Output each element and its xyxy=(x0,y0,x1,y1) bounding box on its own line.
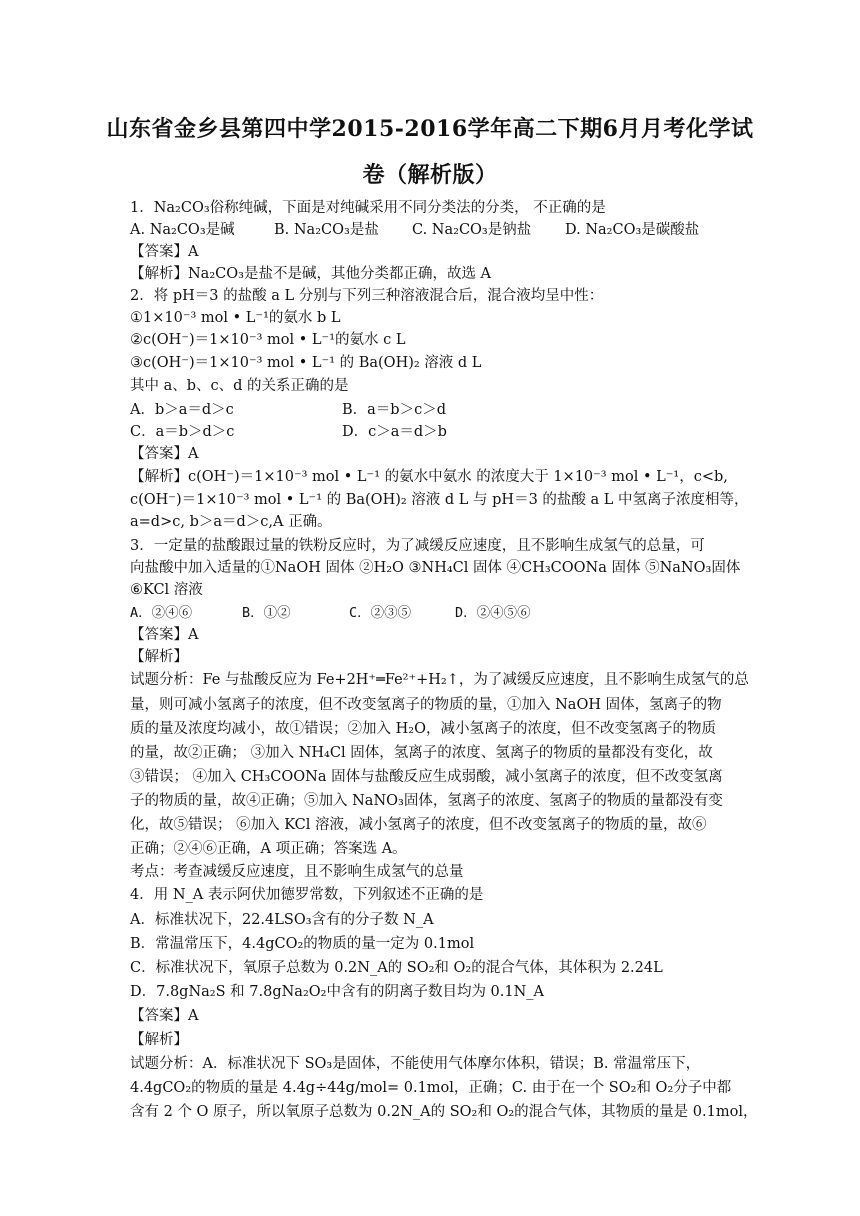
q4-analysis-label: 【解析】 xyxy=(130,1032,188,1048)
q1-answer: 【答案】A xyxy=(130,244,199,260)
q2-answer: 【答案】A xyxy=(130,446,199,462)
q4-analysis-line: 含有 2 个 O 原子，所以氧原子总数为 0.2N_A的 SO₂和 O₂的混合气体，其物质的量是 0.1mol， xyxy=(130,1104,758,1120)
q3-analysis-line: 的量，故②正确； ③加入 NH₄Cl 固体，氢离子的浓度、氢离子的物质的量都没有变化，故 xyxy=(130,745,713,761)
q2-analysis-line-2: c(OH⁻)＝1×10⁻³ mol • L⁻¹ 的 Ba(OH)₂ 溶液 d L 与 pH＝3 的盐酸 a L 中氢离子浓度相等， xyxy=(130,492,749,508)
q1-option-d: D. Na₂CO₃是碳酸盐 xyxy=(565,222,700,238)
q3-stem-line-3: ⑥KCl 溶液 xyxy=(130,582,203,598)
q2-item-1: ①1×10⁻³ mol • L⁻¹的氨水 b L xyxy=(130,310,341,326)
q3-stem-line-1: 3．一定量的盐酸跟过量的铁粉反应时，为了减缓反应速度，且不影响生成氢气的总量，可 xyxy=(130,538,705,554)
q3-analysis-line: 化，故⑤错误； ⑥加入 KCl 溶液，减小氢离子的浓度，但不改变氢离子的物质的量，故⑥ xyxy=(130,817,707,833)
q3-option-b: B．①② xyxy=(242,605,291,621)
q2-option-a: A．b＞a＝d＞c xyxy=(130,402,234,418)
q2-option-d: D．c＞a＝d＞b xyxy=(342,424,447,440)
q1-stem: 1．Na₂CO₃俗称纯碱，下面是对纯碱采用不同分类法的分类， 不正确的是 xyxy=(130,200,606,216)
q4-option-b: B．常温常压下，4.4gCO₂的物质的量一定为 0.1mol xyxy=(130,936,475,952)
q4-option-c: C．标准状况下，氧原子总数为 0.2N_A的 SO₂和 O₂的混合气体，其体积为 2.24L xyxy=(130,960,663,976)
q4-stem: 4．用 N_A 表示阿伏加德罗常数，下列叙述不正确的是 xyxy=(130,887,484,903)
q4-option-d: D．7.8gNa₂S 和 7.8gNa₂O₂中含有的阴离子数目均为 0.1N_A xyxy=(130,984,545,1000)
q2-question: 其中 a、b、c、d 的关系正确的是 xyxy=(130,378,349,394)
q2-option-c: C．a＝b＞d＞c xyxy=(130,424,235,440)
q4-option-a: A．标准状况下，22.4LSO₃含有的分子数 N_A xyxy=(130,912,434,928)
q3-option-d: D．②④⑤⑥ xyxy=(455,605,531,621)
q1-option-c: C. Na₂CO₃是钠盐 xyxy=(412,222,532,238)
q2-item-2: ②c(OH⁻)＝1×10⁻³ mol • L⁻¹的氨水 c L xyxy=(130,332,406,348)
q3-option-c: C．②③⑤ xyxy=(349,605,412,621)
q1-option-a: A. Na₂CO₃是碱 xyxy=(130,222,235,238)
q2-stem: 2．将 pH＝3 的盐酸 a L 分别与下列三种溶液混合后，混合液均呈中性： xyxy=(130,288,604,304)
q3-answer: 【答案】A xyxy=(130,627,199,643)
q4-analysis-line: 4.4gCO₂的物质的量是 4.4g÷44g/mol= 0.1mol，正确；C. 由于在一个 SO₂和 O₂分子中都 xyxy=(130,1080,732,1096)
q3-analysis-line: 子的物质的量，故④正确；⑤加入 NaNO₃固体，氢离子的浓度、氢离子的物质的量都没有变 xyxy=(130,793,723,809)
q3-analysis-line: 试题分析：Fe 与盐酸反应为 Fe+2H⁺═Fe²⁺+H₂↑，为了减缓反应速度，且不影响生成氢气的总 xyxy=(130,672,749,688)
q3-stem-line-2: 向盐酸中加入适量的①NaOH 固体 ②H₂O ③NH₄Cl 固体 ④CH₃COONa 固体 ⑤NaNO₃固体 xyxy=(130,560,741,576)
q3-analysis-label: 【解析】 xyxy=(130,649,188,665)
document-title-line-2: 卷（解析版） xyxy=(362,162,498,188)
q3-analysis-line: 考点：考查减缓反应速度，且不影响生成氢气的总量 xyxy=(130,864,464,880)
q3-analysis-line: 正确；②④⑥正确，A 项正确；答案选 A。 xyxy=(130,841,407,857)
q3-analysis-line: 量，则可减小氢离子的浓度，但不改变氢离子的物质的量，①加入 NaOH 固体，氢离子的物 xyxy=(130,697,722,713)
q1-analysis: 【解析】Na₂CO₃是盐不是碱，其他分类都正确，故选 A xyxy=(130,266,492,282)
q2-item-3: ③c(OH⁻)＝1×10⁻³ mol • L⁻¹ 的 Ba(OH)₂ 溶液 d L xyxy=(130,355,482,371)
q2-analysis-line-1: 【解析】c(OH⁻)＝1×10⁻³ mol • L⁻¹ 的氨水中氨水 的浓度大于 1×10⁻³ mol • L⁻¹，c<b, xyxy=(130,469,728,485)
q4-analysis-line: 试题分析：A．标准状况下 SO₃是固体，不能使用气体摩尔体积，错误；B. 常温常压下， xyxy=(130,1056,701,1072)
q1-option-b: B. Na₂CO₃是盐 xyxy=(274,222,379,238)
q3-analysis-line: ③错误； ④加入 CH₃COONa 固体与盐酸反应生成弱酸，减小氢离子的浓度，但不改变氢离 xyxy=(130,769,723,785)
q3-option-a: A．②④⑥ xyxy=(130,605,193,621)
q4-answer: 【答案】A xyxy=(130,1008,199,1024)
q2-analysis-line-3: a=d>c, b＞a＝d＞c,A 正确。 xyxy=(130,514,332,530)
document-title-line-1: 山东省金乡县第四中学2015-2016学年高二下期6月月考化学试 xyxy=(106,116,754,142)
q3-analysis-line: 质的量及浓度均减小，故①错误；②加入 H₂O，减小氢离子的浓度，但不改变氢离子的物质 xyxy=(130,721,716,737)
q2-option-b: B．a＝b＞c＞d xyxy=(342,402,446,418)
